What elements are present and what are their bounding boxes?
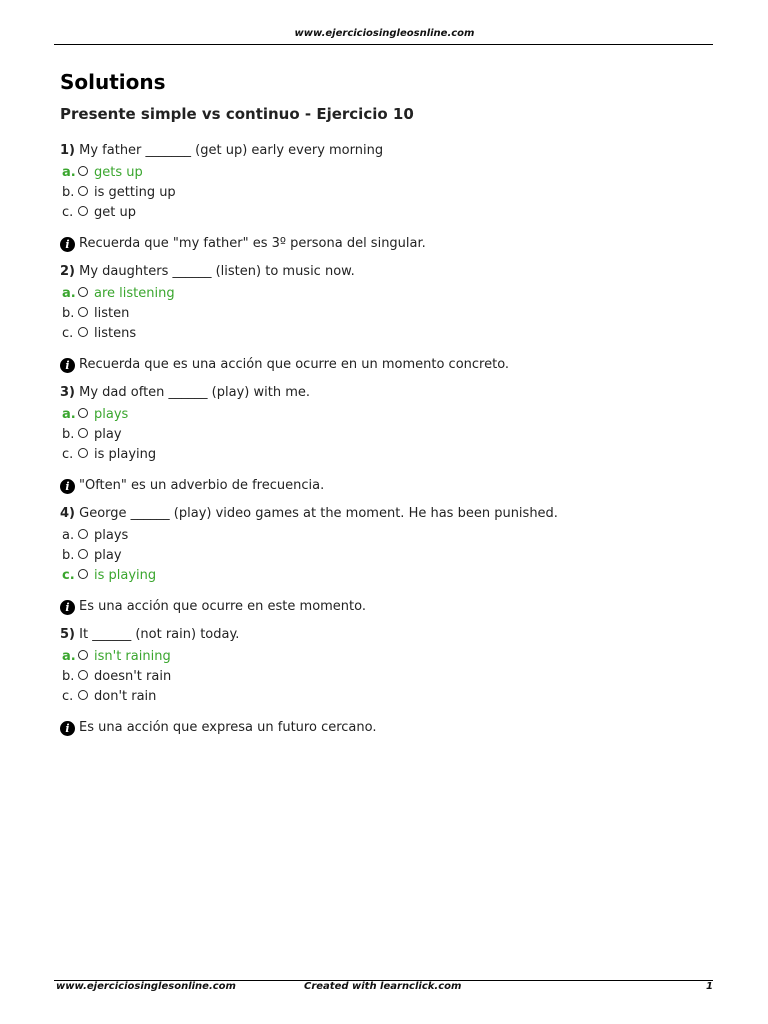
question-stem (60, 263, 710, 284)
radio-button[interactable] (78, 690, 88, 700)
tip-text: Recuerda que es una acción que ocurre en un momento concreto. (79, 357, 510, 372)
question-stem (60, 505, 710, 526)
option-b[interactable] (60, 667, 710, 687)
question-list (60, 142, 710, 747)
option-a[interactable] (60, 405, 710, 425)
tip-text: Es una acción que expresa un futuro cercano. (79, 720, 377, 735)
question-text: George ______ (play) video games at the moment. He has been punished. (79, 506, 558, 521)
option-text: are listening (94, 286, 175, 301)
question-4 (60, 505, 710, 626)
option-c[interactable] (60, 445, 710, 465)
option-a[interactable] (60, 163, 710, 183)
option-text: play (94, 548, 122, 563)
question-text: It ______ (not rain) today. (79, 627, 240, 642)
radio-button[interactable] (78, 650, 88, 660)
page-number: 1 (706, 981, 713, 992)
option-b[interactable] (60, 183, 710, 203)
question-5 (60, 626, 710, 747)
option-c[interactable] (60, 203, 710, 223)
option-b[interactable] (60, 425, 710, 445)
question-tip (60, 597, 710, 617)
option-text: doesn't rain (94, 669, 172, 684)
question-stem (60, 142, 710, 163)
question-number: 1) (60, 143, 75, 158)
question-text: My dad often ______ (play) with me. (79, 385, 310, 400)
radio-button[interactable] (78, 569, 88, 579)
question-1 (60, 142, 710, 263)
page-footer (54, 981, 713, 995)
question-tip (60, 476, 710, 496)
radio-button[interactable] (78, 327, 88, 337)
tip-text: Recuerda que "my father" es 3º persona del singular. (79, 236, 426, 251)
option-letter: a. (62, 528, 75, 543)
option-text: play (94, 427, 122, 442)
footer-credit: Created with learnclick.com (304, 981, 462, 992)
option-text: isn't raining (94, 649, 171, 664)
question-3 (60, 384, 710, 505)
info-icon: i (60, 479, 75, 494)
footer-site: www.ejerciciosinglesonline.com (56, 981, 236, 992)
option-letter: c. (62, 205, 74, 220)
option-text: is playing (94, 447, 157, 462)
option-a[interactable] (60, 284, 710, 304)
radio-button[interactable] (78, 428, 88, 438)
option-text: listens (94, 326, 137, 341)
option-letter: c. (62, 326, 74, 341)
option-text: get up (94, 205, 136, 220)
option-text: is playing (94, 568, 157, 583)
question-tip (60, 355, 710, 375)
option-letter: b. (62, 306, 75, 321)
question-2 (60, 263, 710, 384)
question-number: 3) (60, 385, 75, 400)
option-letter: b. (62, 185, 75, 200)
radio-button[interactable] (78, 287, 88, 297)
radio-button[interactable] (78, 549, 88, 559)
option-a[interactable] (60, 526, 710, 546)
option-letter: b. (62, 669, 75, 684)
question-stem (60, 626, 710, 647)
exercise-subtitle: Presente simple vs continuo - Ejercicio 10 (60, 105, 414, 123)
option-b[interactable] (60, 304, 710, 324)
option-letter: a. (62, 407, 76, 422)
option-letter: b. (62, 427, 75, 442)
info-icon: i (60, 358, 75, 373)
option-letter: a. (62, 286, 76, 301)
tip-text: Es una acción que ocurre en este momento. (79, 599, 367, 614)
radio-button[interactable] (78, 529, 88, 539)
info-icon: i (60, 237, 75, 252)
question-stem (60, 384, 710, 405)
question-number: 4) (60, 506, 75, 521)
option-text: listen (94, 306, 130, 321)
option-text: gets up (94, 165, 143, 180)
option-letter: b. (62, 548, 75, 563)
option-letter: c. (62, 689, 74, 704)
option-text: plays (94, 528, 129, 543)
question-number: 5) (60, 627, 75, 642)
question-text: My daughters ______ (listen) to music now. (79, 264, 355, 279)
question-tip (60, 718, 710, 738)
option-letter: c. (62, 568, 75, 583)
radio-button[interactable] (78, 448, 88, 458)
question-text: My father _______ (get up) early every morning (79, 143, 384, 158)
option-letter: a. (62, 165, 76, 180)
header-divider (54, 44, 713, 45)
option-c[interactable] (60, 566, 710, 586)
question-tip (60, 234, 710, 254)
option-text: don't rain (94, 689, 157, 704)
radio-button[interactable] (78, 307, 88, 317)
page-title: Solutions (60, 70, 166, 94)
option-text: is getting up (94, 185, 176, 200)
option-b[interactable] (60, 546, 710, 566)
tip-text: "Often" es un adverbio de frecuencia. (79, 478, 325, 493)
info-icon: i (60, 600, 75, 615)
radio-button[interactable] (78, 408, 88, 418)
option-c[interactable] (60, 324, 710, 344)
option-c[interactable] (60, 687, 710, 707)
radio-button[interactable] (78, 166, 88, 176)
question-number: 2) (60, 264, 75, 279)
radio-button[interactable] (78, 670, 88, 680)
option-letter: a. (62, 649, 76, 664)
page-header-site: www.ejerciciosingleosnline.com (294, 28, 475, 39)
radio-button[interactable] (78, 206, 88, 216)
option-a[interactable] (60, 647, 710, 667)
radio-button[interactable] (78, 186, 88, 196)
info-icon: i (60, 721, 75, 736)
option-letter: c. (62, 447, 74, 462)
option-text: plays (94, 407, 129, 422)
